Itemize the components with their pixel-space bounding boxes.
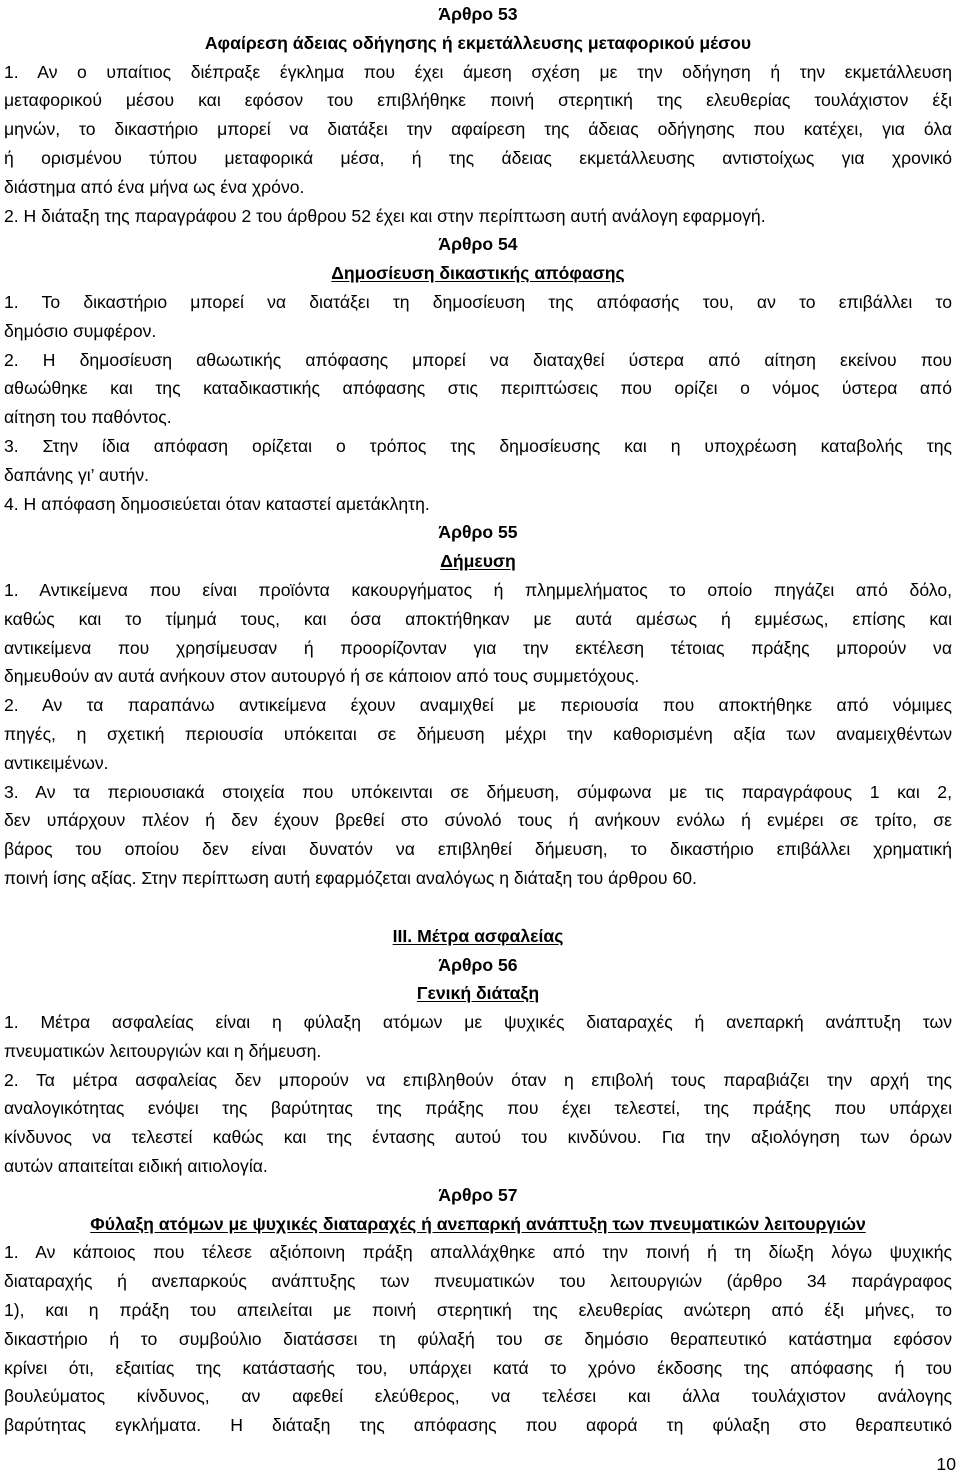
text-line: αναλογικότητας ενόψει της βαρύτητας της πράξης που έχει τελεστεί, της πράξης που υπάρχει: [4, 1098, 952, 1119]
text-line: μηνών, το δικαστήριο μπορεί να διατάξει την αφαίρεση της άδειας οδήγησης που κατέχει, για όλα: [4, 119, 952, 140]
blank-line: [4, 893, 952, 922]
text-line: κρίνει ότι, εξαιτίας της κατάστασής του, υπάρχει κατά το χρόνο έκδοσης της απόφασης ή του: [4, 1357, 952, 1378]
text-line: διάστημα από ένα μήνα ως ένα χρόνο.: [4, 176, 305, 197]
heading-line: Φύλαξη ατόμων με ψυχικές διαταραχές ή ανεπαρκή ανάπτυξη των πνευματικών λειτουργιών: [90, 1213, 866, 1234]
text-line: 2. Τα μέτρα ασφαλείας δεν μπορούν να επιβληθούν όταν η επιβολή τους παραβιάζει την αρχή της: [4, 1069, 952, 1090]
text-line: 4. Η απόφαση δημοσιεύεται όταν καταστεί αμετάκλητη.: [4, 493, 430, 514]
text-line: αντικείμενα που χρησίμευσαν ή προορίζονταν για την εκτέλεση τέτοιας πράξης μπορούν να: [4, 637, 952, 658]
text-line: ποινή ίσης αξίας. Στην περίπτωση αυτή εφαρμόζεται αναλόγως η διάταξη του άρθρου 60.: [4, 867, 697, 888]
text-line: διαταραχής ή ανεπαρκούς ανάπτυξης των πνευματικών του λειτουργιών (άρθρο 34 παράγραφος: [4, 1271, 952, 1292]
text-line: πνευματικών λειτουργιών και η δήμευση.: [4, 1040, 322, 1061]
text-line: 2. Αν τα παραπάνω αντικείμενα έχουν αναμιχθεί με περιουσία που αποκτήθηκε από νόμιμες: [4, 695, 952, 716]
document-page: [4, 0, 952, 1440]
text-line: αντικειμένων.: [4, 752, 109, 773]
heading-line: Άρθρο 54: [438, 234, 518, 255]
text-line: 2. Η διάταξη της παραγράφου 2 του άρθρου 52 έχει και στην περίπτωση αυτή ανάλογη εφαρμογή.: [4, 205, 766, 226]
text-line: δημόσιο συμφέρον.: [4, 320, 157, 341]
text-line: βαρύτητας εγκλήματα. Η διάταξη της απόφασης που αφορά τη φύλαξη στο θεραπευτικό: [4, 1415, 952, 1436]
heading-line: ΙΙΙ. Μέτρα ασφαλείας: [392, 925, 564, 946]
text-line: κίνδυνος να τελεστεί καθώς και της έντασης αυτού του κινδύνου. Για την αξιολόγηση των όρων: [4, 1127, 952, 1148]
heading-line: Γενική διάταξη: [416, 983, 540, 1004]
text-line: 2. Η δημοσίευση αθωωτικής απόφασης μπορεί να διαταχθεί ύστερα από αίτηση εκείνου που: [4, 349, 952, 370]
text-line: βάρος του οποίου δεν είναι δυνατόν να επιβληθεί δήμευση, το δικαστήριο επιβάλλει χρηματική: [4, 839, 952, 860]
text-line: αθωώθηκε και της καταδικαστικής απόφασης στις περιπτώσεις που ορίζει ο νόμος ύστερα από: [4, 378, 952, 399]
text-line: πηγές, η σχετική περιουσία υπόκειται σε δήμευση μέχρι την καθορισμένη αξία των αναμειχθέντων: [4, 723, 952, 744]
text-line: 1. Το δικαστήριο μπορεί να διατάξει τη δημοσίευση της απόφασής του, αν το επιβάλλει το: [4, 291, 952, 312]
text-line: δημευθούν αν αυτά ανήκουν στον αυτουργό ή σε κάποιον από τους συμμετόχους.: [4, 666, 640, 687]
text-line: 1. Μέτρα ασφαλείας είναι η φύλαξη ατόμων με ψυχικές διαταραχές ή ανεπαρκή ανάπτυξη των: [4, 1012, 952, 1033]
text-line: αυτών απαιτείται ειδική αιτιολογία.: [4, 1156, 268, 1177]
text-line: 3. Στην ίδια απόφαση ορίζεται ο τρόπος της δημοσίευσης και η υποχρέωση καταβολής της: [4, 435, 952, 456]
text-line: ή ορισμένου τύπου μεταφορικά μέσα, ή της άδειας εκμετάλλευσης αντιστοίχως για χρονικό: [4, 147, 952, 168]
text-line: αίτηση του παθόντος.: [4, 407, 172, 428]
text-line: δικαστήριο ή το συμβούλιο διατάσσει τη φύλαξή του σε δημόσιο θεραπευτικό κατάστημα εφόσον: [4, 1328, 952, 1349]
page-number: 10: [936, 1454, 956, 1474]
heading-line: Δημοσίευση δικαστικής απόφασης: [331, 263, 625, 284]
text-line: 1. Αν ο υπαίτιος διέπραξε έγκλημα που έχει άμεση σχέση με την οδήγηση ή την εκμετάλλευση: [4, 61, 952, 82]
text-line: 1), και η πράξη του απειλείται με ποινή στερητική της ελευθερίας ανώτερη από έξι μήνες, το: [4, 1300, 952, 1321]
text-line: 1. Αντικείμενα που είναι προϊόντα κακουργήματος ή πλημμελήματος το οποίο πηγάζει από δόλο,: [4, 579, 952, 600]
text-line: δαπάνης γι’ αυτήν.: [4, 464, 150, 485]
heading-line: Δήμευση: [440, 551, 516, 572]
text-line: βουλεύματος κίνδυνος, αν αφεθεί ελεύθερος, να τελέσει και άλλα τουλάχιστον ανάλογης: [4, 1386, 952, 1407]
heading-line: Άρθρο 55: [438, 522, 518, 543]
text-line: 3. Αν τα περιουσιακά στοιχεία που υπόκεινται σε δήμευση, σύμφωνα με τις παραγράφους 1 και 2,: [4, 781, 952, 802]
text-line: καθώς και το τίμημά τους, και όσα αποκτήθηκαν με αυτά αμέσως ή εμμέσως, επίσης και: [4, 608, 952, 629]
text-line: μεταφορικού μέσου και εφόσον του επιβλήθηκε ποινή στερητική της ελευθερίας τουλάχιστον έξι: [4, 90, 952, 111]
heading-line: Άρθρο 53: [438, 4, 518, 24]
heading-line: Άρθρο 57: [438, 1184, 518, 1205]
text-line: δεν υπάρχουν πλέον ή δεν έχουν βρεθεί στο σύνολό τους ή ανήκουν ενόλω ή ενμέρει σε τρίτο, σε: [4, 810, 952, 831]
text-line: 1. Αν κάποιος που τέλεσε αξιόποινη πράξη απαλλάχθηκε από την ποινή ή τη δίωξη λόγω ψυχικής: [4, 1242, 952, 1263]
heading-line: Άρθρο 56: [438, 954, 518, 975]
heading-line: Αφαίρεση άδειας οδήγησης ή εκμετάλλευσης μεταφορικού μέσου: [204, 32, 752, 53]
